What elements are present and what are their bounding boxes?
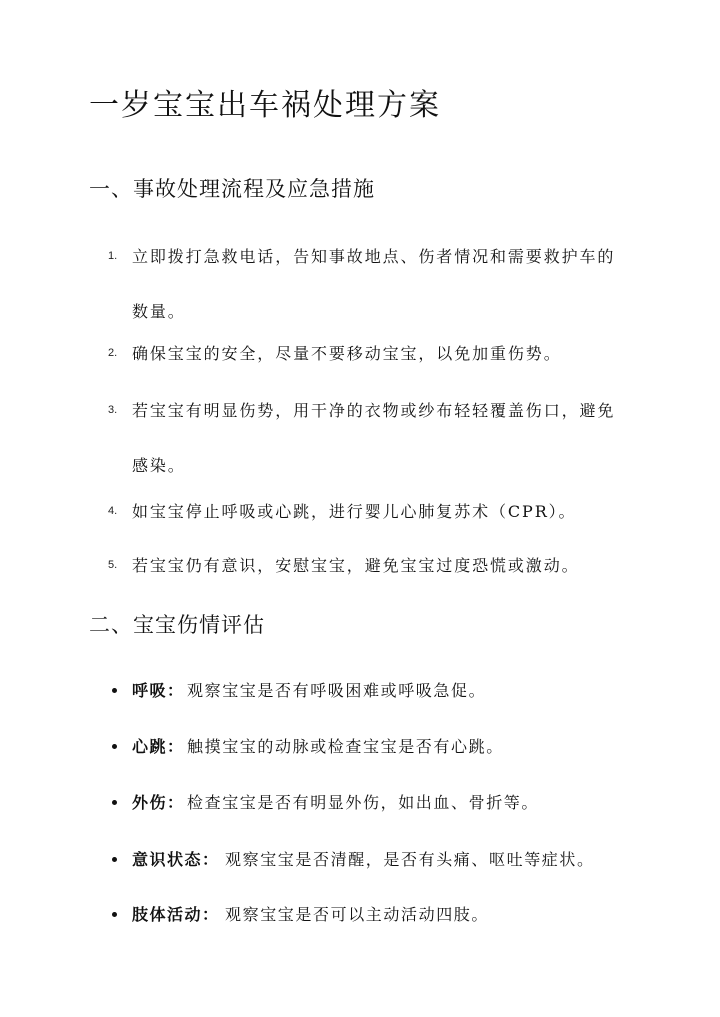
item-number: 3.: [108, 404, 118, 416]
bullet-dot-icon: [112, 744, 117, 749]
item-number: 5.: [108, 559, 118, 571]
document-title: 一岁宝宝出车祸处理方案: [89, 88, 441, 123]
bullet-text: 触摸宝宝的动脉或检查宝宝是否有心跳。: [187, 737, 504, 756]
bullet-text: 观察宝宝是否有呼吸困难或呼吸急促。: [187, 681, 487, 700]
item-number: 4.: [108, 505, 118, 517]
bullet-text: 观察宝宝是否可以主动活动四肢。: [225, 905, 490, 924]
bullet-text: 观察宝宝是否清醒，是否有头痛、呕吐等症状。: [225, 850, 595, 869]
item-text: 若宝宝仍有意识，安慰宝宝，避免宝宝过度恐慌或激动。: [132, 556, 580, 575]
item-text: 立即拨打急救电话，告知事故地点、伤者情况和需要救护车的数量。: [132, 247, 616, 321]
item-text: 若宝宝有明显伤势，用干净的衣物或纱布轻轻覆盖伤口，避免感染。: [132, 401, 616, 475]
bullet-label: 意识状态：: [132, 850, 220, 869]
numbered-item: [108, 484, 628, 539]
bullet-dot-icon: [112, 688, 117, 693]
bullet-label: 肢体活动：: [132, 905, 220, 924]
item-number: 1.: [108, 250, 118, 262]
bullet-label: 呼吸：: [132, 681, 185, 700]
item-text: 如宝宝停止呼吸或心跳，进行婴儿心肺复苏术（CPR）。: [132, 502, 577, 521]
bullet-dot-icon: [112, 800, 117, 805]
numbered-item: [108, 538, 628, 593]
item-text: 确保宝宝的安全，尽量不要移动宝宝，以免加重伤势。: [132, 344, 562, 363]
bullet-dot-icon: [112, 857, 117, 862]
section-heading-emergency: 一、事故处理流程及应急措施: [89, 177, 375, 201]
bullet-label: 心跳：: [132, 737, 185, 756]
numbered-item: [108, 383, 628, 493]
numbered-item: [108, 326, 628, 381]
bullet-text: 检查宝宝是否有明显外伤，如出血、骨折等。: [187, 793, 540, 812]
bullet-dot-icon: [112, 912, 117, 917]
numbered-item: [108, 229, 628, 339]
item-number: 2.: [108, 347, 118, 359]
section-heading-assessment: 二、宝宝伤情评估: [89, 613, 265, 637]
bullet-label: 外伤：: [132, 793, 185, 812]
